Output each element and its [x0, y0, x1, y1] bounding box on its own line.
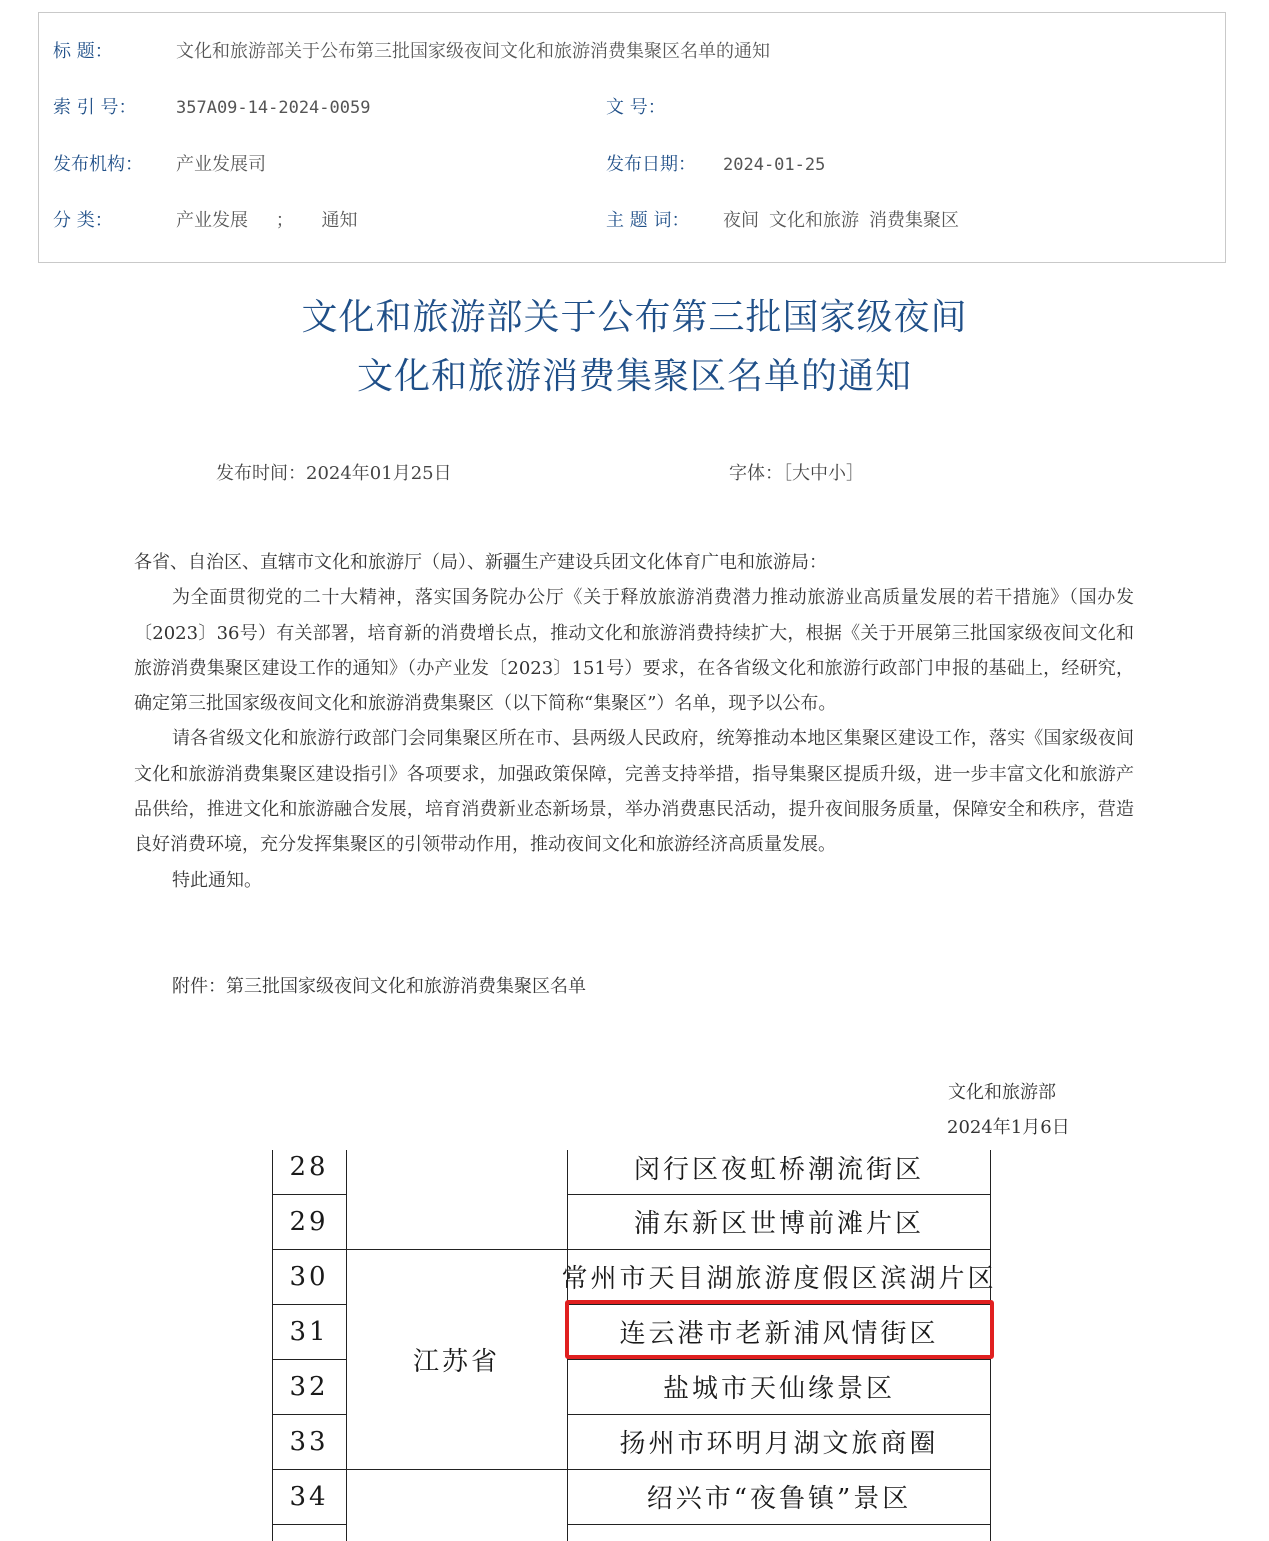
- meta-index-value: 357A09-14-2024-0059: [176, 98, 371, 118]
- page-title-line-2: 文化和旅游消费集聚区名单的通知: [356, 356, 912, 397]
- meta-keyword[interactable]: 夜间: [723, 210, 759, 231]
- table-cell-name: 常州市天目湖旅游度假区滨湖片区: [561, 1264, 997, 1294]
- table-cell-name: 扬州市环明月湖文旅商圈: [619, 1429, 939, 1459]
- table-cell-name: 浦东新区世博前滩片区: [633, 1209, 924, 1239]
- salutation: 各省、自治区、直辖市文化和旅游厅（局）、新疆生产建设兵团文化体育广电和旅游局：: [134, 552, 827, 573]
- meta-category-value-2[interactable]: 通知: [321, 210, 358, 231]
- meta-keywords: [723, 209, 969, 233]
- meta-keyword[interactable]: 消费集聚区: [869, 210, 959, 231]
- table-cell-number: 29: [289, 1206, 329, 1237]
- highlight-box: [565, 1300, 994, 1359]
- table-border: [272, 1524, 346, 1525]
- meta-category-value: [176, 209, 357, 233]
- body-paragraph: 为全面贯彻党的二十大精神，落实国务院办公厅《关于释放旅游消费潜力推动旅游业高质量发展的若干措施》（国办发〔2023〕36号）有关部署，培育新的消费增长点，推动文化和旅游消费持续扩大，根据《关于开展第三批国家级夜间文化和旅游消费集聚区建设工作的通知》（办产业发〔2023〕151号）要求，在各省级文化和旅游行政部门申报的基础上，经研究，确定第三批国家级夜间文化和旅游消费集聚区（以下简称“集聚区”）名单，现予以公布。: [134, 587, 1134, 715]
- meta-org-label: 发布机构：: [53, 154, 143, 175]
- body-paragraph: 请各省级文化和旅游行政部门会同集聚区所在市、县两级人民政府，统筹推动本地区集聚区建设工作，落实《国家级夜间文化和旅游消费集聚区建设指引》各项要求，加强政策保障，完善支持举措，指导集聚区提质升级，进一步丰富文化和旅游产品供给，推进文化和旅游融合发展，培育消费新业态新场景，举办消费惠民活动，提升夜间服务质量，保障安全和秩序，营造良好消费环境，充分发挥集聚区的引领带动作用，推动夜间文化和旅游经济高质量发展。: [134, 728, 1134, 856]
- table-cell-name: 绍兴市“夜鲁镇”景区: [646, 1484, 912, 1514]
- meta-docno-label: 文 号：: [606, 97, 666, 118]
- table-cell-province: 江苏省: [412, 1346, 500, 1377]
- meta-date-value: 2024-01-25: [723, 155, 826, 175]
- meta-category-label: 分 类：: [53, 210, 113, 231]
- meta-title-label: 标 题：: [53, 41, 113, 62]
- meta-index-label: 索 引 号：: [53, 97, 137, 118]
- table-cell-number: 34: [289, 1481, 329, 1512]
- meta-org-value: 产业发展司: [176, 154, 266, 175]
- document-body: [134, 545, 1134, 898]
- closing-line: 特此通知。: [172, 869, 262, 891]
- publish-time: 发布时间：2024年01月25日: [216, 463, 452, 484]
- page-title-line-1: 文化和旅游部关于公布第三批国家级夜间: [301, 297, 968, 338]
- table-cell-name: 连云港市老新浦风情街区: [619, 1319, 939, 1349]
- attachment-link[interactable]: 附件：第三批国家级夜间文化和旅游消费集聚区名单: [172, 976, 586, 997]
- meta-keywords-label: 主 题 词：: [606, 210, 690, 231]
- meta-date-label: 发布日期：: [606, 154, 696, 175]
- table-cell-number: 33: [289, 1426, 329, 1457]
- table-cell-number: 32: [289, 1371, 329, 1402]
- signer: 文化和旅游部: [948, 1082, 1056, 1103]
- table-border: [567, 1524, 991, 1525]
- meta-category-sep: ；: [275, 210, 294, 231]
- table-cell-number: 30: [289, 1261, 329, 1292]
- sign-date: 2024年1月6日: [947, 1117, 1070, 1138]
- table-cell-number: 31: [289, 1316, 329, 1347]
- table-cell-name: 闵行区夜虹桥潮流街区: [633, 1154, 924, 1185]
- meta-category-value-1[interactable]: 产业发展: [176, 210, 248, 231]
- meta-title-value: 文化和旅游部关于公布第三批国家级夜间文化和旅游消费集聚区名单的通知: [176, 41, 770, 62]
- table-cell-number: 28: [289, 1152, 329, 1182]
- meta-keyword[interactable]: 文化和旅游: [769, 210, 859, 231]
- font-size-control[interactable]: 字体：［大中小］: [729, 463, 864, 484]
- table-cell-name: 盐城市天仙缘景区: [662, 1374, 895, 1404]
